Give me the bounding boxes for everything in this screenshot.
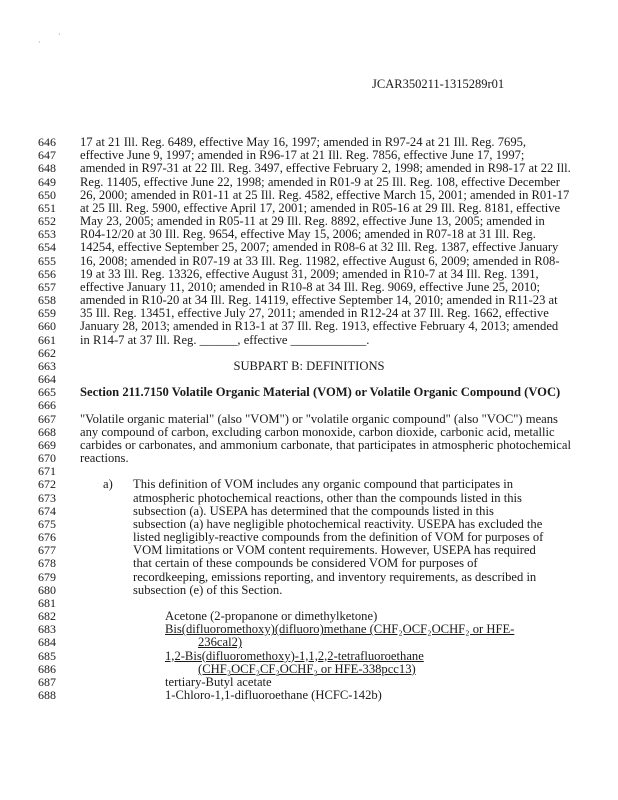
text-line: subsection (a). USEPA has determined that the compounds listed in this — [133, 503, 494, 518]
line-number: 649 — [38, 174, 56, 189]
text-line: amended in R97-31 at 22 Ill. Reg. 3497, effective February 2, 1998; amended in R98-17 at 22 Ill. — [80, 161, 571, 176]
line-number: 669 — [38, 437, 56, 452]
text-line: effective June 9, 1997; amended in R96-17 at 21 Ill. Reg. 7856, effective June 17, 1997; — [80, 148, 525, 163]
compound-list-item: Acetone (2-propanone or dimethylketone) — [165, 609, 378, 624]
line-number: 682 — [38, 609, 56, 624]
line-number: 655 — [38, 253, 56, 268]
line-number: 648 — [38, 161, 56, 176]
line-number: 659 — [38, 306, 56, 321]
line-number: 660 — [38, 319, 56, 334]
text-line: 16, 2008; amended in R07-19 at 33 Ill. Reg. 11982, effective August 6, 2009; amended in R08- — [80, 253, 560, 268]
text-line: listed negligibly-reactive compounds from the definition of VOM for purposes of — [133, 530, 544, 545]
line-number: 653 — [38, 227, 56, 242]
compound-list-item: tertiary-Butyl acetate — [165, 674, 272, 689]
line-number: 671 — [38, 464, 56, 479]
text-line: 17 at 21 Ill. Reg. 6489, effective May 16, 1997; amended in R97-24 at 21 Ill. Reg. 7695, — [80, 135, 527, 149]
text-line: This definition of VOM includes any organic compound that participates in — [133, 477, 514, 492]
line-number: 651 — [38, 200, 56, 215]
line-number: 663 — [38, 358, 56, 373]
text-line: Reg. 11405, effective June 22, 1998; amended in R01-9 at 25 Ill. Reg. 108, effective December — [80, 174, 560, 189]
line-number: 672 — [38, 477, 56, 492]
line-number: 678 — [38, 556, 56, 571]
line-number: 674 — [38, 503, 56, 518]
line-number: 685 — [38, 648, 56, 663]
compound-list-item-added: (CHF₂OCF₂CF₂OCHF₂ or HFE-338pcc13) — [198, 661, 416, 676]
text-line: in R14-7 at 37 Ill. Reg. ______, effective ____________. — [80, 332, 370, 347]
text-line: May 23, 2005; amended in R05-11 at 29 Ill. Reg. 8892, effective June 13, 2005; amended in — [80, 214, 545, 229]
text-line: that certain of these compounds be considered VOM for purposes of — [133, 556, 478, 571]
line-number: 680 — [38, 582, 56, 597]
text-line: subsection (e) of this Section. — [133, 582, 283, 597]
line-number: 652 — [38, 214, 56, 229]
line-number: 683 — [38, 622, 56, 637]
line-number: 664 — [38, 372, 56, 387]
text-line: VOM limitations or VOM content requirements. However, USEPA has required — [133, 543, 536, 558]
line-number: 656 — [38, 266, 56, 281]
line-number: 650 — [38, 187, 56, 202]
compound-list-item-added: 1,2-Bis(difluoromethoxy)-1,1,2,2-tetrafluoroethane — [165, 648, 424, 663]
line-number: 679 — [38, 569, 56, 584]
text-line: 14254, effective September 25, 2007; amended in R08-6 at 32 Ill. Reg. 1387, effective January — [80, 240, 559, 255]
line-number: 667 — [38, 411, 56, 426]
line-number: 681 — [38, 595, 56, 610]
line-number: 646 — [38, 135, 56, 149]
text-line: effective January 11, 2010; amended in R10-8 at 34 Ill. Reg. 9069, effective June 25, 2010; — [80, 279, 541, 294]
text-line: reactions. — [80, 451, 129, 466]
text-line: atmospheric photochemical reactions, other than the compounds listed in this — [133, 490, 522, 505]
line-number: 673 — [38, 490, 56, 505]
text-line: recordkeeping, emissions reporting, and inventory requirements, as described in — [133, 569, 537, 584]
line-number: 686 — [38, 661, 56, 676]
compound-list-item-added: 236cal2) — [198, 635, 243, 650]
text-line: any compound of carbon, excluding carbon monoxide, carbon dioxide, carbonic acid, metallic — [80, 424, 555, 439]
text-line: 35 Ill. Reg. 13451, effective July 27, 2011; amended in R12-24 at 37 Ill. Reg. 1662, effective — [80, 306, 549, 321]
text-line: "Volatile organic material" (also "VOM") or "volatile organic compound" (also "VOC") means — [80, 411, 558, 426]
line-number: 657 — [38, 279, 56, 294]
line-number: 661 — [38, 332, 56, 347]
text-line: 19 at 33 Ill. Reg. 13326, effective August 31, 2009; amended in R10-7 at 34 Ill. Reg. 1391, — [80, 266, 539, 281]
compound-list-item: 1-Chloro-1,1-difluoroethane (HCFC-142b) — [165, 688, 382, 703]
document-id-header: JCAR350211-1315289r01 — [372, 77, 505, 91]
text-line: 26, 2000; amended in R01-11 at 25 Ill. Reg. 4582, effective March 15, 2001; amended in R01-17 — [80, 187, 570, 202]
scan-mark: · — [58, 30, 61, 39]
compound-list-item-added: Bis(difluoromethoxy)(difluoro)methane (CHF₂OCF₂OCHF₂ or HFE- — [165, 622, 515, 637]
line-number: 670 — [38, 451, 56, 466]
line-number: 654 — [38, 240, 56, 255]
subpart-heading: SUBPART B: DEFINITIONS — [233, 358, 385, 373]
subsection-label: a) — [103, 477, 113, 492]
line-number: 647 — [38, 148, 56, 163]
text-line: subsection (a) have negligible photochemical reactivity. USEPA has excluded the — [133, 516, 543, 531]
text-line: amended in R10-20 at 34 Ill. Reg. 14119, effective September 14, 2010; amended in R11-23 at — [80, 293, 558, 308]
line-number: 666 — [38, 398, 56, 413]
line-number: 676 — [38, 530, 56, 545]
section-heading: Section 211.7150 Volatile Organic Material (VOM) or Volatile Organic Compound (VOC) — [80, 385, 561, 400]
line-number: 675 — [38, 516, 56, 531]
text-line: R04-12/20 at 30 Ill. Reg. 9654, effective May 15, 2006; amended in R07-18 at 31 Ill. Reg. — [80, 227, 536, 242]
line-number: 668 — [38, 424, 56, 439]
line-number: 684 — [38, 635, 56, 650]
line-number: 662 — [38, 345, 56, 360]
text-line: carbides or carbonates, and ammonium carbonate, that participates in atmospheric photochemical — [80, 437, 571, 452]
line-number: 658 — [38, 293, 56, 308]
line-number: 677 — [38, 543, 56, 558]
text-line: January 28, 2013; amended in R13-1 at 37 Ill. Reg. 1913, effective February 4, 2013; amended — [80, 319, 559, 334]
text-line: at 25 Ill. Reg. 5900, effective April 17, 2001; amended in R05-16 at 29 Ill. Reg. 8181, effective — [80, 200, 561, 215]
scan-mark: · — [38, 38, 41, 47]
line-number: 687 — [38, 674, 56, 689]
line-number: 665 — [38, 385, 56, 400]
line-number: 688 — [38, 688, 56, 703]
